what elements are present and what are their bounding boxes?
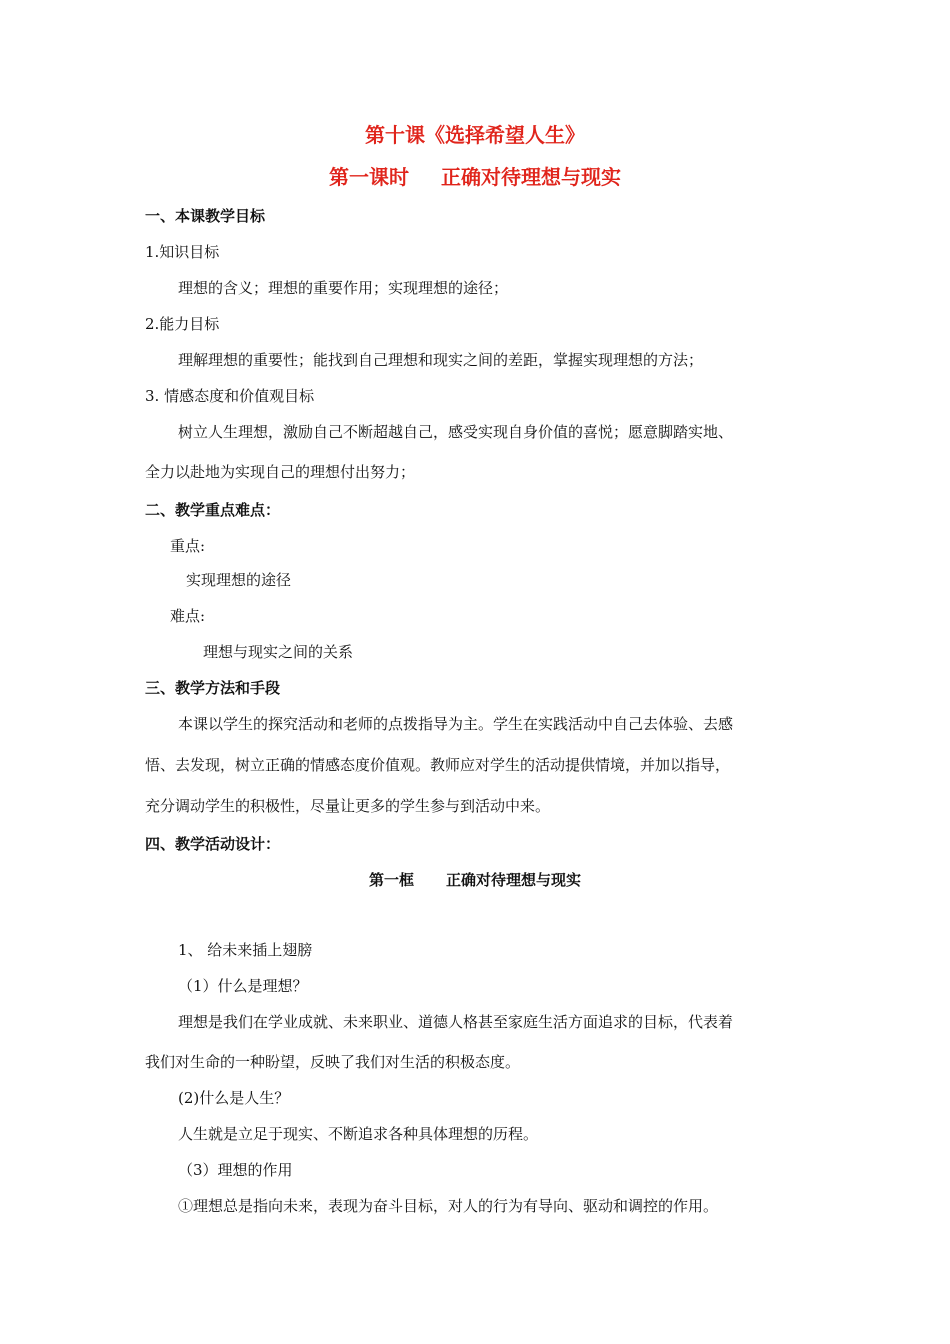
key-point-label: 重点: bbox=[170, 537, 206, 555]
question-3: （3）理想的作用 bbox=[178, 1161, 293, 1179]
key-point-text: 实现理想的途径 bbox=[186, 571, 292, 589]
activity-item-1: 1、 给未来插上翅膀 bbox=[178, 941, 313, 959]
frame-topic: 正确对待理想与现实 bbox=[446, 871, 582, 889]
difficulty-text: 理想与现实之间的关系 bbox=[203, 643, 354, 661]
section1-heading: 一、本课教学目标 bbox=[145, 207, 266, 225]
section2-heading: 二、教学重点难点： bbox=[145, 501, 281, 519]
frame-number: 第一框 bbox=[368, 871, 414, 889]
method-text-2: 悟、去发现，树立正确的情感态度价值观。教师应对学生的活动提供情境，并加以指导， bbox=[145, 756, 731, 774]
ability-goal-text: 理解理想的重要性；能找到自己理想和现实之间的差距，掌握实现理想的方法； bbox=[178, 351, 704, 369]
method-text-1: 本课以学生的探究活动和老师的点拨指导为主。学生在实践活动中自己去体验、去感 bbox=[178, 715, 734, 733]
attitude-goal-label: 3. 情感态度和价值观目标 bbox=[145, 387, 315, 405]
ability-goal-label: 2.能力目标 bbox=[145, 315, 220, 333]
answer-1-line-1: 理想是我们在学业成就、未来职业、道德人格甚至家庭生活方面追求的目标，代表着 bbox=[178, 1013, 734, 1031]
answer-3: ①理想总是指向未来，表现为奋斗目标，对人的行为有导向、驱动和调控的作用。 bbox=[178, 1197, 719, 1215]
lesson-title: 第十课《选择希望人生》 bbox=[365, 123, 585, 147]
knowledge-goal-text: 理想的含义；理想的重要作用；实现理想的途径； bbox=[178, 279, 509, 297]
frame-title bbox=[0, 870, 950, 890]
question-2: (2)什么是人生？ bbox=[178, 1089, 290, 1107]
answer-2: 人生就是立足于现实、不断追求各种具体理想的历程。 bbox=[178, 1125, 539, 1143]
subtitle-period: 第一课时 bbox=[329, 165, 409, 189]
method-text-3: 充分调动学生的积极性，尽量让更多的学生参与到活动中来。 bbox=[145, 797, 551, 815]
difficulty-label: 难点: bbox=[170, 607, 206, 625]
attitude-goal-text-1: 树立人生理想，激励自己不断超越自己，感受实现自身价值的喜悦；愿意脚踏实地、 bbox=[178, 423, 734, 441]
answer-1-line-2: 我们对生命的一种盼望，反映了我们对生活的积极态度。 bbox=[145, 1053, 521, 1071]
knowledge-goal-label: 1.知识目标 bbox=[145, 243, 220, 261]
subtitle-topic: 正确对待理想与现实 bbox=[441, 165, 621, 189]
question-1: （1）什么是理想？ bbox=[178, 977, 308, 995]
attitude-goal-text-2: 全力以赴地为实现自己的理想付出努力； bbox=[145, 463, 416, 481]
section3-heading: 三、教学方法和手段 bbox=[145, 679, 281, 697]
lesson-subtitle bbox=[0, 164, 950, 190]
section4-heading: 四、教学活动设计： bbox=[145, 835, 281, 853]
